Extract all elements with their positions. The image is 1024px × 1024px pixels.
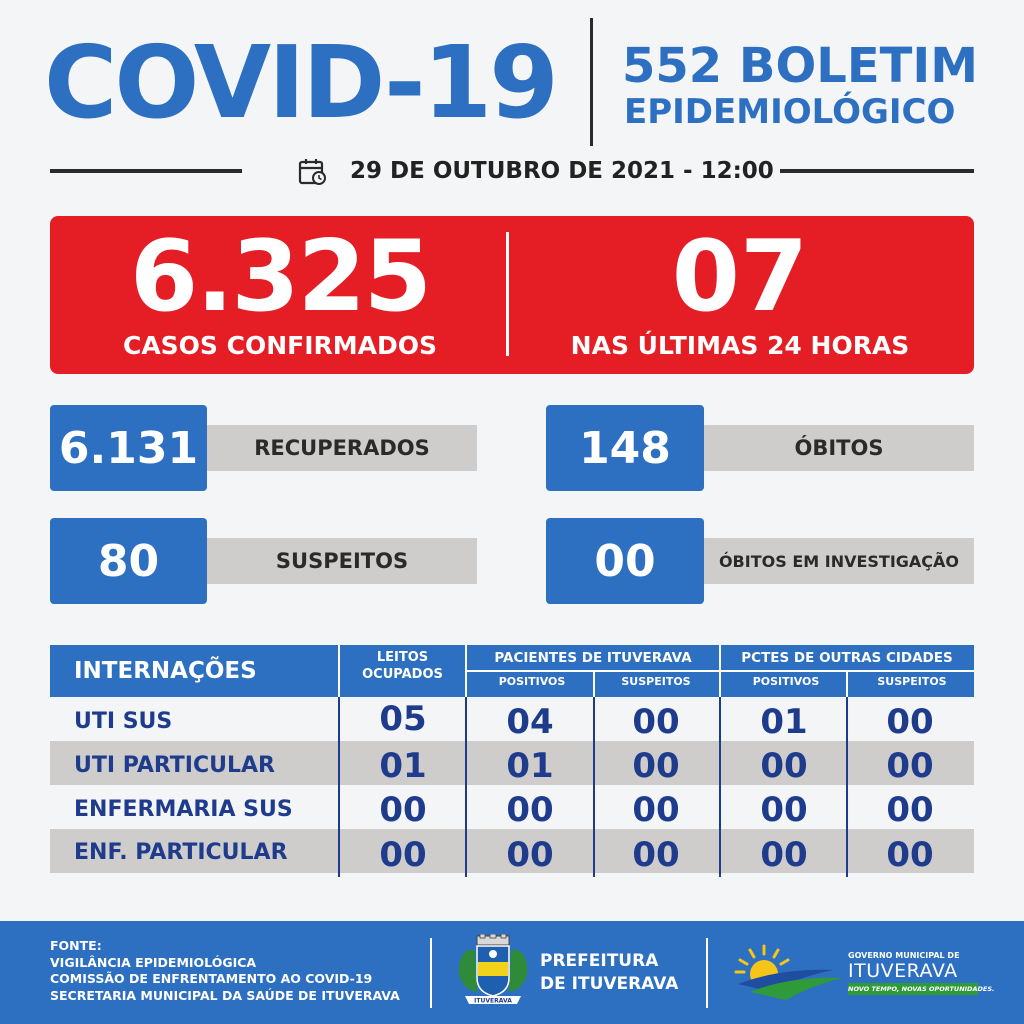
deaths-investigation-box [546, 518, 704, 604]
footer-divider [706, 938, 708, 1008]
page-title: COVID-19 [44, 24, 556, 141]
deaths-value: 148 [579, 422, 671, 474]
bulletin-type: EPIDEMIOLÓGICO [624, 92, 956, 132]
cell-other-suspected: 00 [886, 702, 934, 742]
title-divider [590, 18, 593, 146]
cell-beds: 00 [379, 835, 427, 875]
cell-local-suspected: 00 [632, 835, 680, 875]
row-label-enfermaria-sus: ENFERMARIA SUS [74, 797, 293, 822]
date-rule-left [50, 169, 242, 173]
cell-beds: 00 [379, 790, 427, 830]
cell-local-positive: 00 [506, 790, 554, 830]
deaths-investigation-value: 00 [594, 535, 656, 587]
cell-local-suspected: 00 [632, 746, 680, 786]
cell-other-positive: 00 [760, 835, 808, 875]
prefeitura-label [540, 950, 690, 996]
bulletin-date: 29 DE OUTUBRO DE 2021 - 12:00 [350, 158, 774, 184]
other-positive-header: POSITIVOS [752, 675, 820, 688]
suspected-label: SUSPEITOS [275, 549, 409, 573]
beds-header-line2: OCUPADOS [362, 667, 443, 682]
cell-other-suspected: 00 [886, 790, 934, 830]
cell-local-positive: 04 [506, 702, 554, 742]
source-line: SECRETARIA MUNICIPAL DA SAÚDE DE ITUVERAVA [50, 987, 400, 1003]
cell-other-positive: 00 [760, 790, 808, 830]
gov-city-name: ITUVERAVA [848, 960, 958, 982]
row-label-uti-sus: UTI SUS [74, 709, 173, 734]
sun-logo-icon [730, 942, 848, 1002]
row-label-uti-particular: UTI PARTICULAR [74, 753, 275, 778]
calendar-icon [298, 157, 328, 187]
footer-source [50, 938, 430, 1004]
confirmed-cases-label: CASOS CONFIRMADOS [122, 331, 438, 360]
crest-text: ITUVERAVA [474, 997, 512, 1005]
recovered-box [50, 405, 207, 491]
prefeitura-line2: DE ITUVERAVA [540, 974, 679, 994]
bulletin-number: 552 BOLETIM [622, 38, 979, 94]
table-divider [593, 670, 595, 877]
deaths-label: ÓBITOS [794, 436, 884, 460]
cell-other-positive: 00 [760, 746, 808, 786]
banner-divider [506, 232, 509, 356]
local-suspected-header: SUSPEITOS [621, 675, 691, 688]
cell-other-positive: 01 [760, 702, 808, 742]
other-suspected-header: SUSPEITOS [877, 675, 947, 688]
cell-local-suspected: 00 [632, 790, 680, 830]
cell-other-suspected: 00 [886, 835, 934, 875]
suspected-value: 80 [97, 535, 160, 587]
cell-local-positive: 01 [506, 746, 554, 786]
cell-beds: 05 [379, 699, 427, 739]
deaths-investigation-label: ÓBITOS EM INVESTIGAÇÃO [718, 551, 960, 571]
prefeitura-line1: PREFEITURA [540, 951, 659, 971]
footer-divider [430, 938, 432, 1008]
beds-header-line1: LEITOS [376, 650, 429, 665]
gov-slogan: NOVO TEMPO, NOVAS OPORTUNIDADES. [848, 985, 995, 993]
gov-caption: GOVERNO MUNICIPAL DE [848, 951, 960, 960]
recovered-label: RECUPERADOS [254, 436, 430, 460]
cell-local-suspected: 00 [632, 702, 680, 742]
table-header-divider [338, 645, 340, 697]
source-title: FONTE: [50, 938, 102, 953]
table-title: INTERNAÇÕES [74, 658, 257, 684]
date-rule-right [780, 169, 974, 173]
last-24h-value: 07 [671, 220, 809, 334]
source-line: VIGILÂNCIA EPIDEMIOLÓGICA [50, 954, 257, 970]
local-positive-header: POSITIVOS [498, 675, 566, 688]
other-cities-header: PCTES DE OUTRAS CIDADES [741, 650, 953, 666]
city-crest-icon [455, 934, 531, 1008]
recovered-value: 6.131 [58, 422, 199, 474]
table-header-divider [846, 672, 848, 697]
cell-other-suspected: 00 [886, 746, 934, 786]
source-line: COMISSÃO DE ENFRENTAMENTO AO COVID-19 [50, 971, 373, 986]
table-header-rule [466, 670, 974, 672]
cell-local-positive: 00 [506, 835, 554, 875]
cell-beds: 01 [379, 746, 427, 786]
local-patients-header: PACIENTES DE ITUVERAVA [494, 650, 692, 666]
table-divider [846, 670, 848, 877]
last-24h-label: NAS ÚLTIMAS 24 HORAS [570, 331, 910, 360]
confirmed-cases-value: 6.325 [130, 220, 430, 334]
suspected-box [50, 518, 207, 604]
deaths-box [546, 405, 704, 491]
row-label-enf-particular: ENF. PARTICULAR [74, 840, 288, 865]
table-header-divider [593, 672, 595, 697]
